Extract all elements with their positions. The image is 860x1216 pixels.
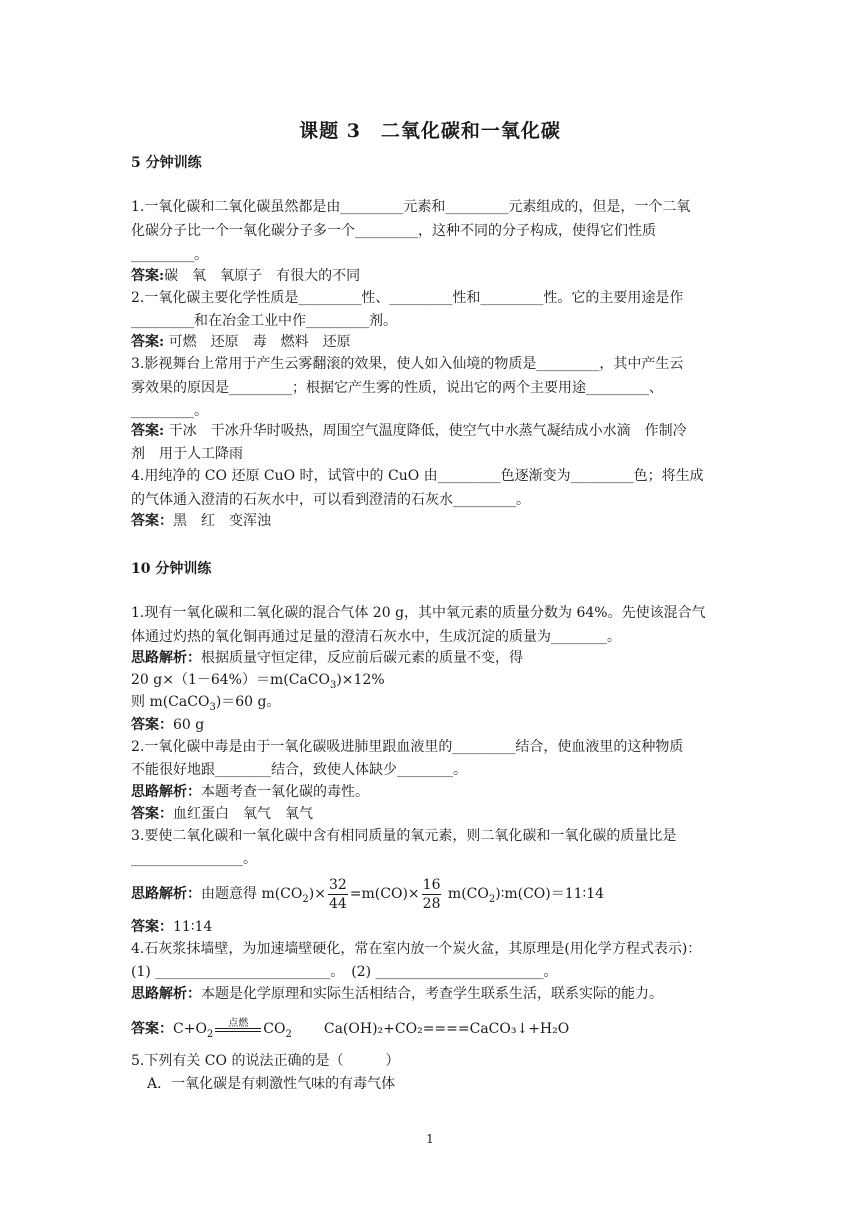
s1-answer-1 (131, 267, 731, 285)
answer-text: 黑 红 变浑浊 (173, 513, 271, 529)
analysis-label: 思路解析： (131, 650, 201, 666)
s2-q4-analysis (131, 985, 731, 1003)
s2-q2-line2: 不能很好地跟________结合，致使人体缺少________。 (131, 762, 467, 778)
s2-answer-3 (131, 918, 731, 936)
s1-answer-3-line2: 剂 用于人工降雨 (131, 446, 243, 462)
s2-answer-4: 答案：$C+O_2$ 点燃 $CO_2$ Ca(OH)₂+CO₂====CaCO₃↓+H₂O (131, 1018, 570, 1040)
analysis-text: 根据质量守恒定律，反应前后碳元素的质量不变，得 (201, 650, 523, 666)
s2-q1-analysis (131, 649, 731, 667)
answer-text: 11∶14 (173, 919, 213, 935)
page-number: 1 (426, 1132, 434, 1146)
s2-q1-calc2: 则 m(CaCO$_3$)＝60 g。 (131, 694, 281, 713)
s1-q3-line2: 雾效果的原因是_________；根据它产生雾的性质，说出它的两个主要用途_________、 (131, 380, 663, 396)
answer-text: 干冰 干冰升华时吸热，周围空气温度降低，使空气中水蒸气凝结成小水滴 作制冷 (164, 423, 687, 439)
fraction-16-28: $\frac{16}{28}$ (422, 876, 441, 912)
s2-q1-calc1: 20 g×（1－64%）＝m(CaCO$_3$)×12% (131, 672, 385, 691)
answer-label: 答案： (131, 717, 173, 733)
s2-q3-analysis: 思路解析：由题意得 $m(CO_2)\times$ $\frac{32}{44}$ =m(CO)× $\frac{16}{28}$ $m(CO_2)∶m(CO)=11∶14$ (131, 876, 605, 912)
s2-q5-option-a: A．一氧化碳是有刺激性气味的有毒气体 (147, 1076, 396, 1092)
s2-answer-2 (131, 805, 731, 823)
analysis-label: 思路解析： (131, 784, 201, 800)
analysis-text: 本题考查一氧化碳的毒性。 (201, 784, 369, 800)
s2-q1-line2: 体通过灼热的氧化铜再通过足量的澄清石灰水中，生成沉淀的质量为________。 (131, 629, 621, 645)
s2-answer-1 (131, 716, 731, 734)
s1-answer-4 (131, 512, 731, 530)
answer-text: 可燃 还原 毒 燃料 还原 (164, 334, 351, 350)
fraction-32-44: $\frac{32}{44}$ (328, 876, 347, 912)
s1-q2-line2: _________和在冶金工业中作_________剂。 (131, 313, 397, 329)
answer-label: 答案： (131, 1021, 173, 1037)
page-title: 课题 3 二氧化碳和一氧化碳 (299, 120, 561, 142)
s1-q1-line2: 化碳分子比一个一氧化碳分子多一个_________，这种不同的分子构成，使得它们性质 (131, 223, 656, 239)
reaction-condition-arrow: 点燃 (213, 1020, 263, 1038)
s2-q4-line2: (1) _________________________。 (2) ________________________。 (131, 964, 558, 980)
s2-q2-line1: 2.一氧化碳中毒是由于一氧化碳吸进肺里跟血液里的_________结合，使血液里的这种物质 (131, 739, 684, 755)
answer-label: 答案: (131, 423, 165, 439)
answer-text: 碳 氧 氧原子 有很大的不同 (164, 268, 361, 284)
answer-label: 答案: (131, 334, 165, 350)
s1-q3-line3: _________。 (131, 403, 208, 419)
answer-label: 答案： (131, 513, 173, 529)
analysis-text: 本题是化学原理和实际生活相结合，考查学生联系生活，联系实际的能力。 (201, 986, 663, 1002)
section-heading-5min: 5 分钟训练 (131, 155, 202, 171)
s2-q4-line1: 4.石灰浆抹墙壁，为加速墙壁硬化，常在室内放一个炭火盆，其原理是(用化学方程式表示)： (131, 941, 702, 957)
answer-text: 60 g (173, 717, 205, 733)
s2-q5-line1: 5.下列有关 CO 的说法正确的是（ ） (131, 1053, 400, 1069)
s2-q3-line2: ________________。 (131, 851, 257, 867)
s1-answer-3-line1 (131, 422, 731, 440)
answer-label: 答案： (131, 806, 173, 822)
s1-answer-2 (131, 333, 731, 351)
answer-label: 答案： (131, 919, 173, 935)
analysis-label: 思路解析： (131, 986, 201, 1002)
analysis-label: 思路解析： (131, 886, 201, 902)
equation-2: Ca(OH)₂+CO₂====CaCO₃↓+H₂O (323, 1021, 570, 1037)
s1-q2-line1: 2.一氧化碳主要化学性质是_________性、_________性和_________性。它的主要用途是作 (131, 290, 684, 306)
s1-q1-line1: 1.一氧化碳和二氧化碳虽然都是由_________元素和_________元素组成的，但是，一个二氧 (131, 199, 691, 215)
s1-q1-line3: _________。 (131, 247, 208, 263)
s1-q4-line2: 的气体通入澄清的石灰水中，可以看到澄清的石灰水_________。 (131, 492, 530, 508)
section-heading-10min: 10 分钟训练 (131, 561, 212, 577)
s1-q3-line1: 3.影视舞台上常用于产生云雾翻滚的效果，使人如入仙境的物质是_________，其中产生云 (131, 356, 684, 372)
answer-text: 血红蛋白 氧气 氧气 (173, 806, 313, 822)
s1-q4-line1: 4.用纯净的 CO 还原 CuO 时，试管中的 CuO 由_________色逐渐变为_________色；将生成 (131, 468, 704, 484)
s2-q2-analysis (131, 783, 731, 801)
s2-q1-line1: 1.现有一氧化碳和二氧化碳的混合气体 20 g，其中氧元素的质量分数为 64%。先使该混合气 (131, 605, 706, 621)
answer-label: 答案: (131, 268, 165, 284)
s2-q3-line1: 3.要使二氧化碳和一氧化碳中含有相同质量的氧元素，则二氧化碳和一氧化碳的质量比是 (131, 828, 677, 844)
